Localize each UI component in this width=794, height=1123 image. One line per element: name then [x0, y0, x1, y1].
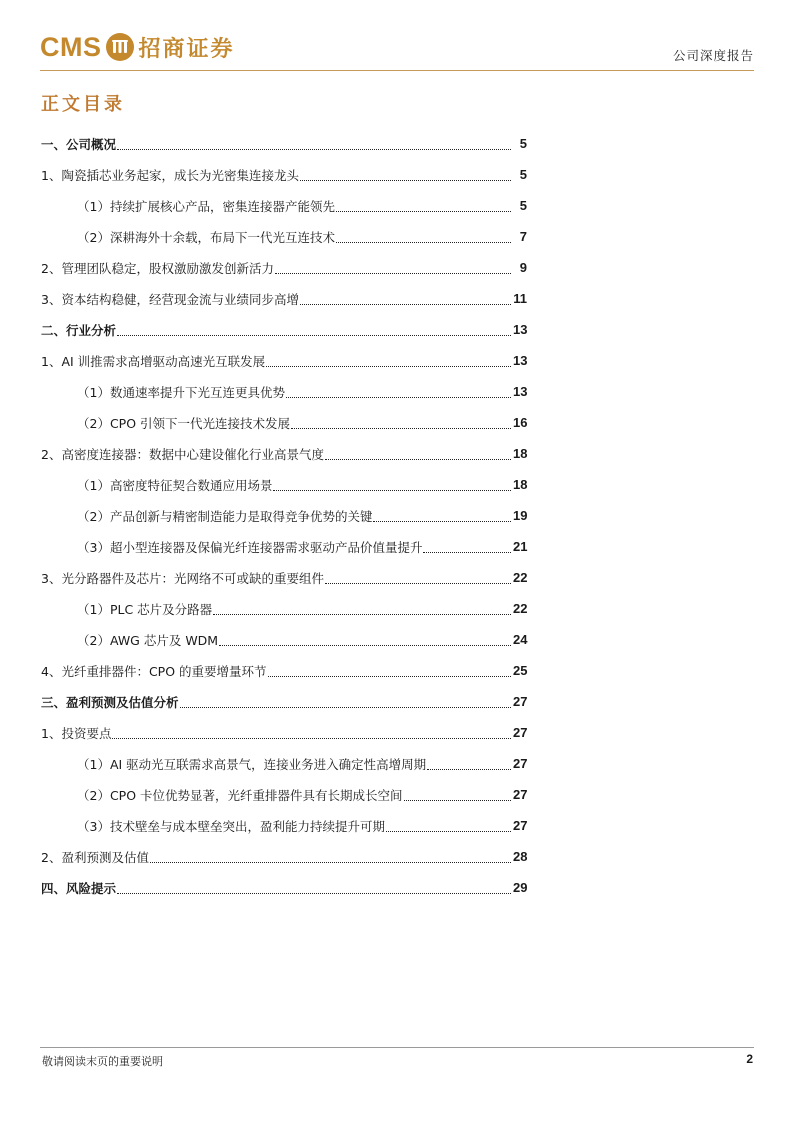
toc-entry-text: 2、盈利预测及估值	[41, 849, 149, 865]
toc-entry[interactable]	[41, 562, 527, 593]
toc-entry[interactable]	[41, 376, 527, 407]
toc-entry[interactable]	[41, 624, 527, 655]
toc-entry[interactable]	[41, 221, 527, 252]
toc-leader-dots	[325, 447, 511, 460]
toc-entry[interactable]	[41, 593, 527, 624]
toc-page-number: 11	[513, 291, 527, 306]
toc-page-number: 18	[513, 477, 528, 492]
toc-entry[interactable]	[41, 717, 527, 748]
toc-page-number: 27	[513, 694, 528, 709]
toc-page-number: 9	[519, 260, 527, 275]
toc-entry-text: 4、光纤重排器件：CPO 的重要增量环节	[41, 663, 267, 679]
toc-leader-dots	[150, 850, 511, 863]
toc-page-number: 27	[513, 818, 528, 833]
toc-entry[interactable]	[41, 159, 527, 190]
toc-entry-text: 1、AI 训推需求高增驱动高速光互联发展	[41, 353, 266, 369]
toc-leader-dots	[300, 292, 511, 305]
toc-page-number: 25	[513, 663, 528, 678]
toc-page-number: 27	[513, 725, 528, 740]
toc-page-number: 7	[519, 229, 527, 244]
toc-entry-text: （1）高密度特征契合数通应用场景	[77, 477, 273, 493]
company-logo	[40, 30, 235, 64]
toc-leader-dots	[117, 323, 511, 336]
footer-divider	[40, 1047, 754, 1048]
toc-entry[interactable]	[41, 438, 527, 469]
toc-page-number: 13	[513, 322, 528, 337]
toc-entry[interactable]	[41, 314, 527, 345]
toc-page-number: 21	[513, 539, 528, 554]
toc-leader-dots	[117, 137, 511, 150]
toc-entry-text: （2）深耕海外十余载，布局下一代光互连技术	[77, 229, 335, 245]
toc-entry-text: （3）技术壁垒与成本壁垒突出，盈利能力持续提升可期	[77, 818, 385, 834]
toc-page-number: 24	[513, 632, 528, 647]
toc-leader-dots	[427, 757, 511, 770]
toc-leader-dots	[112, 726, 511, 739]
table-of-contents	[41, 128, 527, 903]
toc-leader-dots	[180, 695, 511, 708]
toc-entry[interactable]	[41, 779, 527, 810]
toc-entry-text: 三、盈利预测及估值分析	[41, 694, 179, 710]
toc-title: 正文目录	[41, 94, 125, 115]
logo-chinese-text: 招商证券	[138, 35, 235, 62]
toc-leader-dots	[275, 261, 511, 274]
toc-page-number: 5	[519, 167, 527, 182]
toc-entry[interactable]	[41, 655, 527, 686]
toc-page-number: 13	[513, 384, 528, 399]
toc-page-number: 13	[513, 353, 528, 368]
toc-leader-dots	[404, 788, 511, 801]
toc-page-number: 18	[513, 446, 528, 461]
toc-entry[interactable]	[41, 810, 527, 841]
toc-entry-text: 一、公司概况	[41, 136, 117, 152]
toc-entry[interactable]	[41, 686, 527, 717]
toc-page-number: 28	[513, 849, 528, 864]
toc-entry-text: （1）持续扩展核心产品，密集连接器产能领先	[77, 198, 335, 214]
toc-entry-text: （1）PLC 芯片及分路器	[77, 601, 213, 617]
toc-leader-dots	[117, 881, 511, 894]
toc-entry-text: （1）AI 驱动光互联需求高景气，连接业务进入确定性高增周期	[77, 756, 427, 772]
toc-leader-dots	[273, 478, 511, 491]
toc-page-number: 27	[513, 756, 528, 771]
logo-cms-text: CMS	[40, 31, 102, 62]
toc-leader-dots	[213, 602, 511, 615]
toc-leader-dots	[325, 571, 511, 584]
toc-leader-dots	[266, 354, 511, 367]
toc-entry[interactable]	[41, 345, 527, 376]
toc-leader-dots	[291, 416, 511, 429]
toc-entry-text: （2）CPO 引领下一代光连接技术发展	[77, 415, 291, 431]
toc-page-number: 16	[513, 415, 528, 430]
toc-page-number: 19	[513, 508, 528, 523]
toc-page-number: 22	[513, 601, 528, 616]
page-number: 2	[746, 1052, 753, 1066]
toc-page-number: 29	[513, 880, 528, 895]
logo-seal-icon	[106, 33, 134, 61]
toc-entry-text: 1、陶瓷插芯业务起家，成长为光密集连接龙头	[41, 167, 299, 183]
toc-entry-text: 3、光分路器件及芯片：光网络不可或缺的重要组件	[41, 570, 324, 586]
report-type-label: 公司深度报告	[672, 48, 754, 63]
toc-entry-text: （1）数通速率提升下光互连更具优势	[77, 384, 285, 400]
toc-page-number: 5	[519, 198, 527, 213]
page-header	[40, 26, 754, 70]
toc-entry[interactable]	[41, 748, 527, 779]
toc-entry-text: （2）CPO 卡位优势显著，光纤重排器件具有长期成长空间	[77, 787, 403, 803]
toc-entry[interactable]	[41, 252, 527, 283]
toc-leader-dots	[373, 509, 511, 522]
toc-entry-text: 四、风险提示	[41, 880, 117, 896]
toc-entry[interactable]	[41, 190, 527, 221]
toc-leader-dots	[219, 633, 511, 646]
toc-entry-text: （2）产品创新与精密制造能力是取得竞争优势的关键	[77, 508, 373, 524]
footer-disclaimer: 敬请阅读末页的重要说明	[42, 1055, 163, 1068]
toc-entry[interactable]	[41, 531, 527, 562]
toc-entry-text: （3）超小型连接器及保偏光纤连接器需求驱动产品价值量提升	[77, 539, 423, 555]
toc-entry[interactable]	[41, 872, 527, 903]
toc-entry-text: 2、管理团队稳定，股权激励激发创新活力	[41, 260, 274, 276]
toc-entry-text: 1、投资要点	[41, 725, 112, 741]
toc-page-number: 5	[519, 136, 527, 151]
toc-leader-dots	[386, 819, 511, 832]
header-divider	[40, 70, 754, 71]
toc-entry-text: 二、行业分析	[41, 322, 117, 338]
toc-entry-text: 2、高密度连接器：数据中心建设催化行业高景气度	[41, 446, 324, 462]
toc-leader-dots	[423, 540, 511, 553]
toc-entry[interactable]	[41, 128, 527, 159]
toc-page-number: 27	[513, 787, 528, 802]
toc-entry[interactable]	[41, 469, 527, 500]
toc-page-number: 22	[513, 570, 528, 585]
toc-entry[interactable]	[41, 407, 527, 438]
toc-leader-dots	[300, 168, 511, 181]
toc-entry-text: 3、资本结构稳健，经营现金流与业绩同步高增	[41, 291, 299, 307]
toc-leader-dots	[286, 385, 511, 398]
toc-entry[interactable]	[41, 500, 527, 531]
toc-entry-text: （2）AWG 芯片及 WDM	[77, 632, 219, 648]
toc-leader-dots	[336, 230, 511, 243]
toc-leader-dots	[336, 199, 511, 212]
toc-entry[interactable]	[41, 841, 527, 872]
toc-leader-dots	[268, 664, 511, 677]
toc-entry[interactable]	[41, 283, 527, 314]
